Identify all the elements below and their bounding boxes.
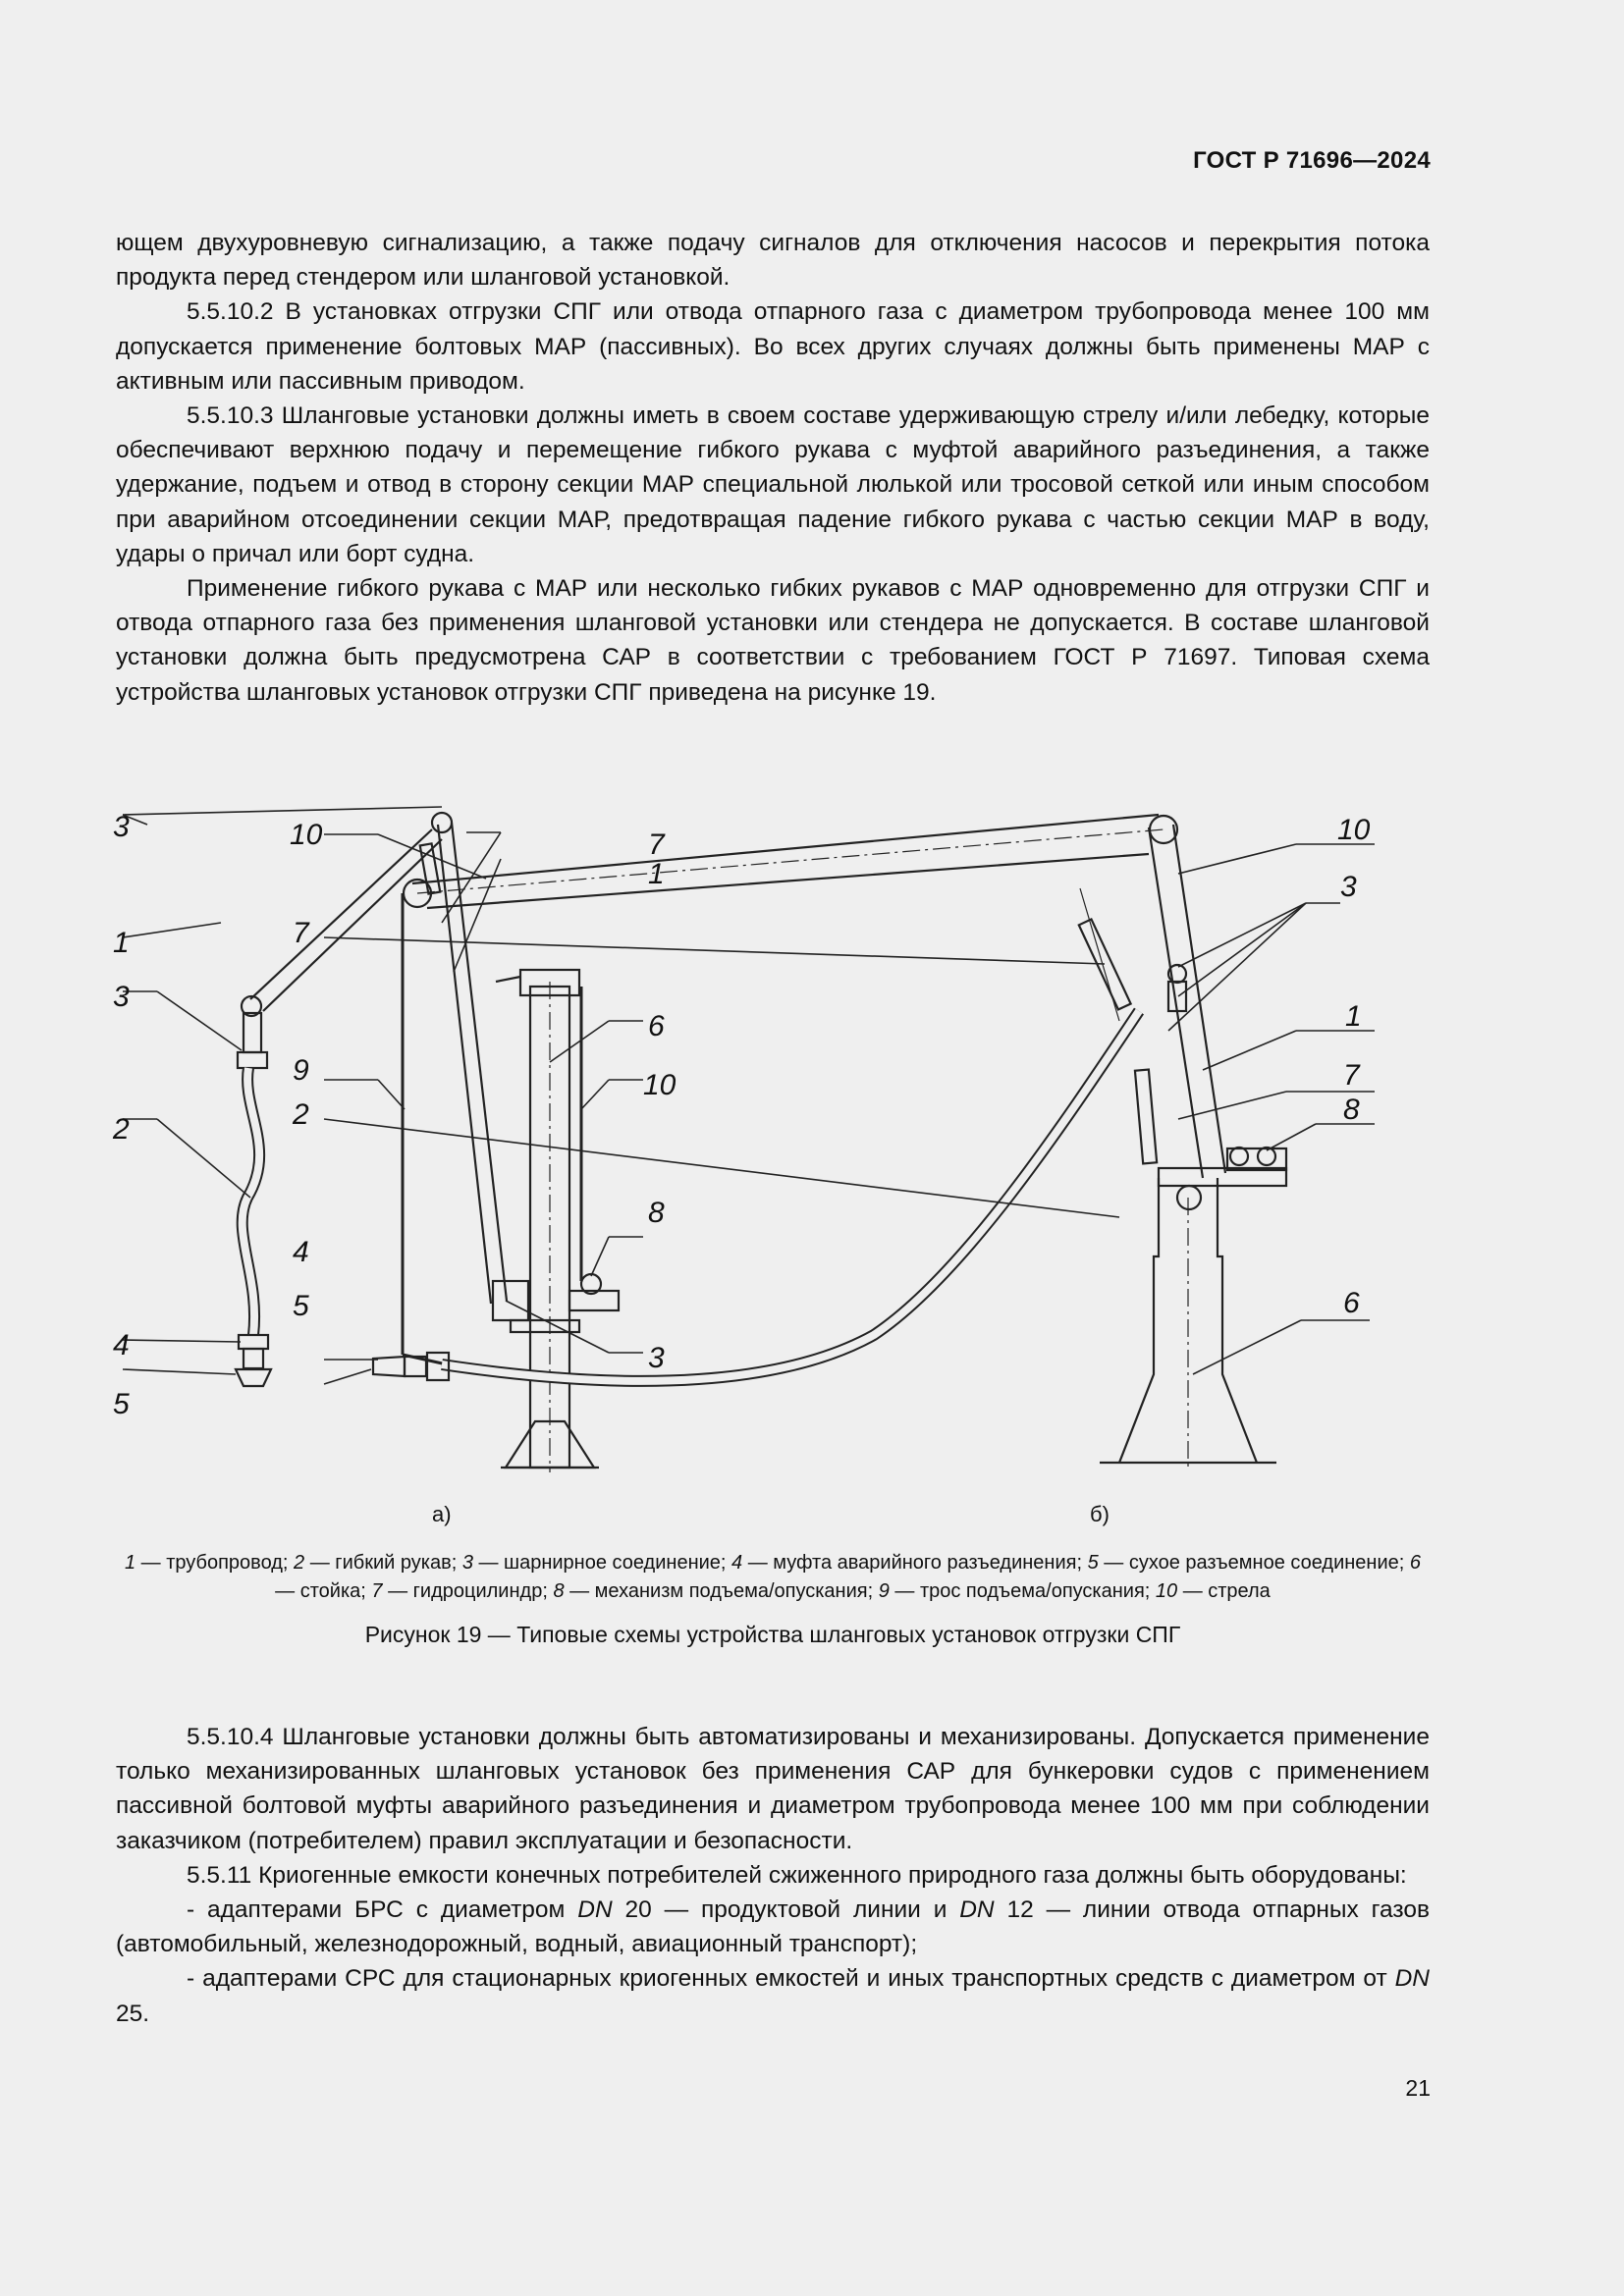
legend-text: — трубопровод;	[135, 1552, 295, 1574]
label-a: 10	[643, 1069, 677, 1101]
label-a: 3	[648, 1342, 665, 1374]
page-number: 21	[1405, 2075, 1431, 2101]
legend-number: 3	[461, 1552, 473, 1574]
legend-number: 8	[553, 1580, 565, 1602]
label-b: 1	[1345, 1000, 1362, 1033]
legend-number: 2	[294, 1552, 305, 1574]
legend-text: — гидроцилиндр;	[382, 1580, 554, 1602]
label-a: 3	[113, 811, 130, 843]
paragraph: Применение гибкого рукава с МАР или несколько гибких рукавов с МАР одновременно для отгрузки СПГ и отвода отпарного газа без применения шланговой установки или стендера не допускается. В составе шланговой установки должна быть предусмотрена САР в соответствии с требованием ГОСТ Р 71697. Типовая схема устройства шланговых установок отгрузки СПГ приведена на рисунке 19.	[116, 575, 1430, 706]
figure-19-drawing	[113, 785, 1384, 1492]
label-b: 6	[1343, 1287, 1360, 1319]
legend-text: — стрела	[1177, 1580, 1271, 1602]
subfigure-label-a: а)	[432, 1502, 452, 1526]
paragraph: ющем двухуровневую сигнализацию, а также подачу сигналов для отключения насосов и перекрытия потока продукта перед стендером или шланговой установкой.	[116, 230, 1430, 292]
label-b: 4	[293, 1236, 309, 1268]
label-a: 4	[113, 1329, 130, 1362]
body-text-bottom	[116, 1720, 1430, 2031]
legend-number: 6	[1409, 1552, 1421, 1574]
body-text-top	[116, 226, 1430, 710]
diagram-a	[112, 807, 677, 1472]
label-b: 10	[290, 819, 323, 851]
legend-number: 4	[731, 1552, 743, 1574]
list-item: - адаптерами СРС для стационарных криогенных емкостей и иных транспортных средств с диаметром от DN 25.	[116, 1965, 1430, 2027]
legend-number: 7	[371, 1580, 383, 1602]
legend-text: — стойка;	[275, 1580, 372, 1602]
paragraph: 5.5.10.2 В установках отгрузки СПГ или отвода отпарного газа с диаметром трубопровода менее 100 мм допускается применение болтовых МАР (пассивных). Во всех других случаях должны быть применены МАР с активным или пассивным приводом.	[116, 298, 1430, 395]
figure-legend	[116, 1549, 1430, 1606]
paragraph: 5.5.10.4 Шланговые установки должны быть автоматизированы и механизированы. Допускается применение только механизированных шланговых установок без применения САР для бункеровки судов с применением пассивной болтовой муфты аварийного разъединения и диаметром трубопровода менее 100 мм при соблюдении заказчиком (потребителем) правил эксплуатации и безопасности.	[116, 1724, 1430, 1854]
legend-text: — гибкий рукав;	[304, 1552, 462, 1574]
paragraph: 5.5.10.3 Шланговые установки должны иметь в своем составе удерживающую стрелу и/или лебедку, которые обеспечивают верхнюю подачу и перемещение гибкого рукава с муфтой аварийного разъединения, а также удержание, подъем и отвод в сторону секции МАР специальной люлькой или тросовой сеткой или иным способом при аварийном отсоединении секции МАР, предотвращая падение гибкого рукава с частью секции МАР в воду, удары о причал или борт судна.	[116, 402, 1430, 567]
legend-text: — механизм подъема/опускания;	[564, 1580, 879, 1602]
legend-number: 5	[1087, 1552, 1099, 1574]
paragraph: 5.5.11 Криогенные емкости конечных потребителей сжиженного природного газа должны быть оборудованы:	[187, 1861, 1407, 1889]
diagram-b	[290, 814, 1375, 1468]
list-item: - адаптерами БРС с диаметром DN 20 — продуктовой линии и DN 12 — линии отвода отпарных газов (автомобильный, железнодорожный, водный, авиационный транспорт);	[116, 1896, 1430, 1958]
legend-text: — сухое разъемное соединение;	[1098, 1552, 1410, 1574]
label-a: 7	[648, 828, 665, 861]
label-b: 5	[293, 1290, 309, 1322]
label-b: 7	[293, 917, 309, 949]
document-header: ГОСТ Р 71696—2024	[1193, 147, 1431, 174]
legend-text: — трос подъема/опускания;	[889, 1580, 1156, 1602]
label-b: 8	[1343, 1094, 1360, 1126]
label-b: 9	[293, 1054, 309, 1087]
label-b: 7	[1343, 1059, 1360, 1092]
label-a: 5	[113, 1388, 130, 1420]
label-b: 2	[293, 1098, 309, 1131]
legend-text: — шарнирное соединение;	[472, 1552, 732, 1574]
label-a: 2	[113, 1113, 130, 1146]
label-b: 3	[1340, 871, 1357, 903]
legend-number: 10	[1155, 1580, 1178, 1602]
figure-title: Рисунок 19 — Типовые схемы устройства шланговых установок отгрузки СПГ	[364, 1622, 1181, 1647]
legend-number: 1	[125, 1552, 136, 1574]
label-a: 8	[648, 1197, 665, 1229]
label-a: 1	[648, 858, 665, 890]
label-a: 3	[113, 981, 130, 1013]
subfigure-label-b: б)	[1090, 1502, 1110, 1526]
label-a: 6	[648, 1010, 665, 1042]
legend-text: — муфта аварийного разъединения;	[742, 1552, 1088, 1574]
label-b: 10	[1337, 814, 1371, 846]
legend-number: 9	[878, 1580, 890, 1602]
label-a: 1	[113, 927, 130, 959]
